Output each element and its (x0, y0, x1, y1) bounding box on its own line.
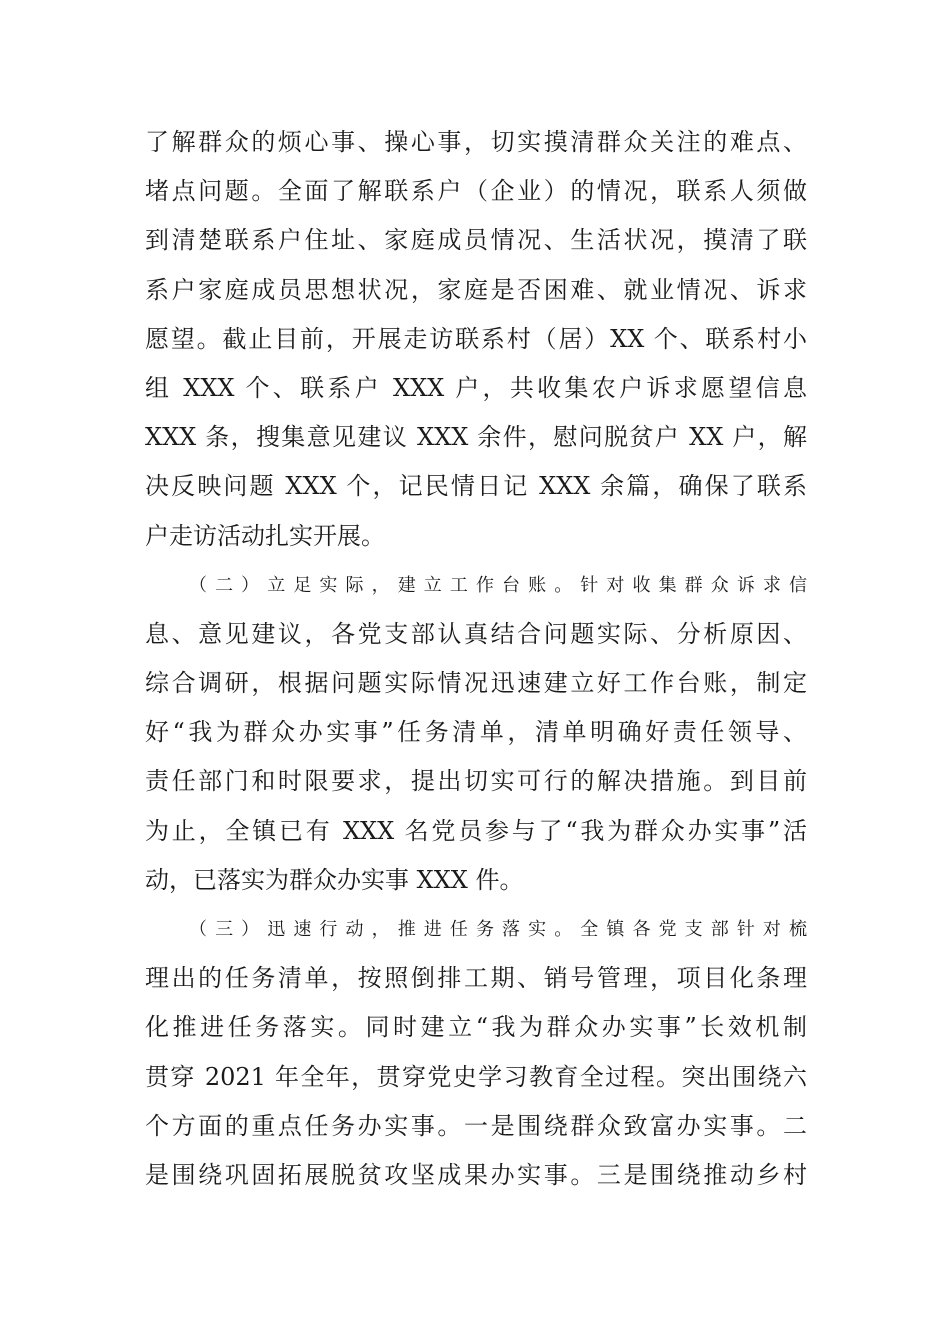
text-line-19: 化推进任务落实。同时建立“我为群众办实事”长效机制 (145, 1013, 807, 1042)
text-line-3: 到清楚联系户住址、家庭成员情况、生活状况，摸清了联 (145, 226, 807, 255)
text-line-17: （三）迅速行动，推进任务落实。全镇各党支部针对梳 (189, 919, 807, 940)
text-line-11: 息、意见建议，各党支部认真结合问题实际、分析原因、 (145, 619, 807, 648)
text-line-20: 贯穿 2021 年全年，贯穿党史学习教育全过程。突出围绕六 (145, 1062, 807, 1091)
text-line-6: 组 XXX 个、联系户 XXX 户，共收集农户诉求愿望信息 (145, 373, 807, 402)
text-line-12: 综合调研，根据问题实际情况迅速建立好工作台账，制定 (145, 669, 807, 698)
text-line-4: 系户家庭成员思想状况，家庭是否困难、就业情况、诉求 (145, 275, 807, 304)
text-line-2: 堵点问题。全面了解联系户（企业）的情况，联系人须做 (145, 177, 807, 206)
text-line-14: 责任部门和时限要求，提出切实可行的解决措施。到目前 (145, 767, 807, 796)
text-line-13: 好“我为群众办实事”任务清单，清单明确好责任领导、 (145, 718, 807, 747)
text-line-15: 为止，全镇已有 XXX 名党员参与了“我为群众办实事”活 (145, 816, 807, 845)
text-line-1: 了解群众的烦心事、操心事，切实摸清群众关注的难点、 (145, 128, 807, 156)
text-line-22: 是围绕巩固拓展脱贫攻坚成果办实事。三是围绕推动乡村 (145, 1160, 807, 1189)
text-line-18: 理出的任务清单，按照倒排工期、销号管理，项目化条理 (145, 964, 807, 993)
text-line-16: 动，已落实为群众办实事 XXX 件。 (145, 865, 524, 894)
text-line-8: 决反映问题 XXX 个，记民情日记 XXX 余篇，确保了联系 (145, 472, 807, 501)
text-line-21: 个方面的重点任务办实事。一是围绕群众致富办实事。二 (145, 1111, 807, 1140)
text-line-10: （二）立足实际，建立工作台账。针对收集群众诉求信 (189, 574, 807, 596)
text-line-9: 户走访活动扎实开展。 (145, 521, 385, 550)
document-body (145, 118, 807, 1200)
text-line-5: 愿望。截止目前，开展走访联系村（居）XX 个、联系村小 (145, 324, 807, 353)
text-line-7: XXX 条，搜集意见建议 XXX 余件，慰问脱贫户 XX 户，解 (145, 423, 807, 452)
